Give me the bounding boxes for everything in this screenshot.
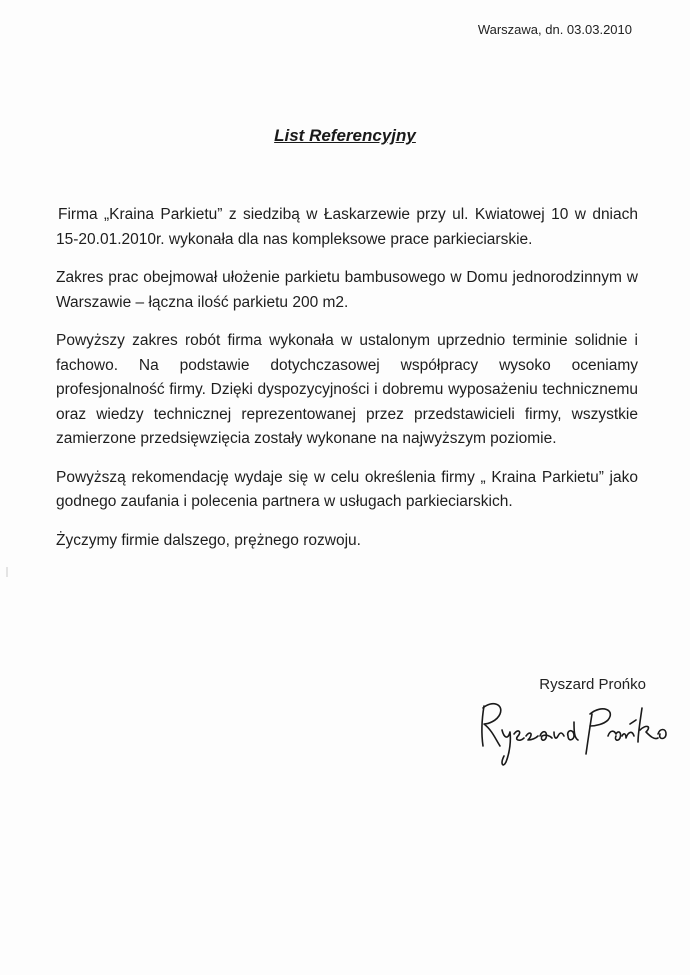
paragraph-company-info: Firma „Kraina Parkietu” z siedzibą w Łaskarzewie przy ul. Kwiatowej 10 w dniach 15-20.01.2010r. wykonała dla nas kompleksowe prace parkieciarskie.: [56, 206, 638, 248]
scan-mark: [6, 567, 8, 577]
signatory-name: Ryszard Prońko: [539, 676, 646, 693]
handwritten-signature: [470, 694, 680, 774]
letter-title: List Referencyjny: [274, 126, 416, 145]
letter-date: Warszawa, dn. 03.03.2010: [477, 22, 632, 37]
paragraph-scope: Zakres prac obejmował ułożenie parkietu bambusowego w Domu jednorodzinnym w Warszawie – łączna ilość parkietu 200 m2.: [56, 269, 638, 311]
paragraph-wishes: Życzymy firmie dalszego, prężnego rozwoju.: [56, 531, 361, 549]
paragraph-recommendation: Powyższą rekomendację wydaje się w celu określenia firmy „ Kraina Parkietu” jako godnego zaufania i polecenia partnera w usługach parkieciarskich.: [56, 468, 638, 510]
paragraph-evaluation: Powyższy zakres robót firma wykonała w ustalonym uprzednio terminie solidnie i fachowo. Na podstawie dotychczasowej współpracy wysoko oceniamy profesjonalność firmy. Dzięki dyspozycyjności i dobremu wyposażeniu technicznemu oraz wiedzy technicznej reprezentowanej przez przedstawicieli firmy, wszystkie zamierzone przedsięwzięcia zostały wykonane na najwyższym poziomie.: [56, 332, 638, 447]
letter-body: [56, 203, 638, 567]
